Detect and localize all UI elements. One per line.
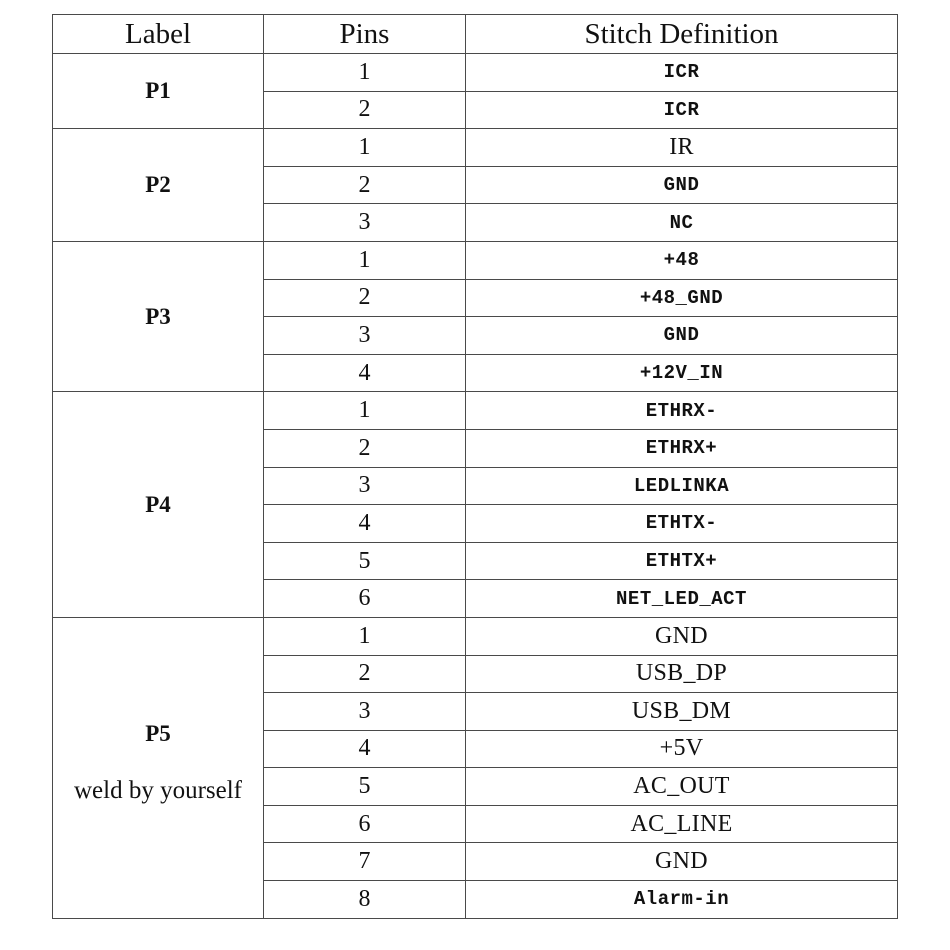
- pin-definition-table: [52, 14, 898, 919]
- pin-number: 2: [264, 91, 466, 129]
- table-row: [53, 241, 898, 279]
- pin-number: 1: [264, 54, 466, 92]
- table-row: [53, 392, 898, 430]
- table-row: [53, 617, 898, 655]
- connector-label: P2: [145, 172, 171, 198]
- pin-definition: ETHTX-: [466, 505, 898, 543]
- pin-definition: NC: [466, 204, 898, 242]
- pin-definition: NET_LED_ACT: [466, 580, 898, 618]
- pin-definition: +48_GND: [466, 279, 898, 317]
- pin-number: 6: [264, 805, 466, 843]
- connector-label: P5: [145, 720, 171, 746]
- header-definition: Stitch Definition: [466, 15, 898, 54]
- connector-label: P1: [145, 78, 171, 104]
- connector-label-cell: [53, 241, 264, 391]
- connector-note: weld by yourself: [73, 776, 243, 804]
- pin-definition: USB_DP: [466, 655, 898, 693]
- connector-label-cell: [53, 617, 264, 918]
- pin-number: 1: [264, 129, 466, 167]
- connector-label: P4: [145, 491, 171, 517]
- connector-label-cell: [53, 392, 264, 618]
- pin-definition: LEDLINKA: [466, 467, 898, 505]
- connector-label: P3: [145, 303, 171, 329]
- pin-number: 4: [264, 730, 466, 768]
- pin-definition: GND: [466, 317, 898, 355]
- pin-number: 1: [264, 392, 466, 430]
- header-row: [53, 15, 898, 54]
- pin-number: 4: [264, 505, 466, 543]
- pin-definition: +12V_IN: [466, 354, 898, 392]
- pin-number: 5: [264, 542, 466, 580]
- pin-number: 2: [264, 429, 466, 467]
- connector-label-cell: [53, 129, 264, 242]
- pin-number: 5: [264, 768, 466, 806]
- pin-number: 3: [264, 317, 466, 355]
- table-body: [53, 54, 898, 919]
- pin-definition: IR: [466, 129, 898, 167]
- pin-definition: GND: [466, 843, 898, 881]
- pin-definition: ICR: [466, 91, 898, 129]
- pin-number: 4: [264, 354, 466, 392]
- pin-definition: AC_LINE: [466, 805, 898, 843]
- pin-number: 2: [264, 655, 466, 693]
- pin-number: 3: [264, 467, 466, 505]
- pin-definition: GND: [466, 617, 898, 655]
- pin-number: 2: [264, 279, 466, 317]
- connector-label-cell: [53, 54, 264, 129]
- pin-definition: +5V: [466, 730, 898, 768]
- header-pins: Pins: [264, 15, 466, 54]
- pin-number: 2: [264, 166, 466, 204]
- pin-number: 1: [264, 617, 466, 655]
- pin-definition: GND: [466, 166, 898, 204]
- pin-definition: ICR: [466, 54, 898, 92]
- header-label: Label: [53, 15, 264, 54]
- pin-number: 3: [264, 693, 466, 731]
- pin-definition: ETHTX+: [466, 542, 898, 580]
- pin-number: 3: [264, 204, 466, 242]
- pin-definition: AC_OUT: [466, 768, 898, 806]
- pin-definition: ETHRX+: [466, 429, 898, 467]
- table-row: [53, 54, 898, 92]
- pin-definition: USB_DM: [466, 693, 898, 731]
- table-row: [53, 129, 898, 167]
- pin-definition: Alarm-in: [466, 881, 898, 919]
- pin-number: 8: [264, 881, 466, 919]
- pin-definition: ETHRX-: [466, 392, 898, 430]
- pin-number: 6: [264, 580, 466, 618]
- pin-number: 7: [264, 843, 466, 881]
- pin-number: 1: [264, 241, 466, 279]
- pin-definition: +48: [466, 241, 898, 279]
